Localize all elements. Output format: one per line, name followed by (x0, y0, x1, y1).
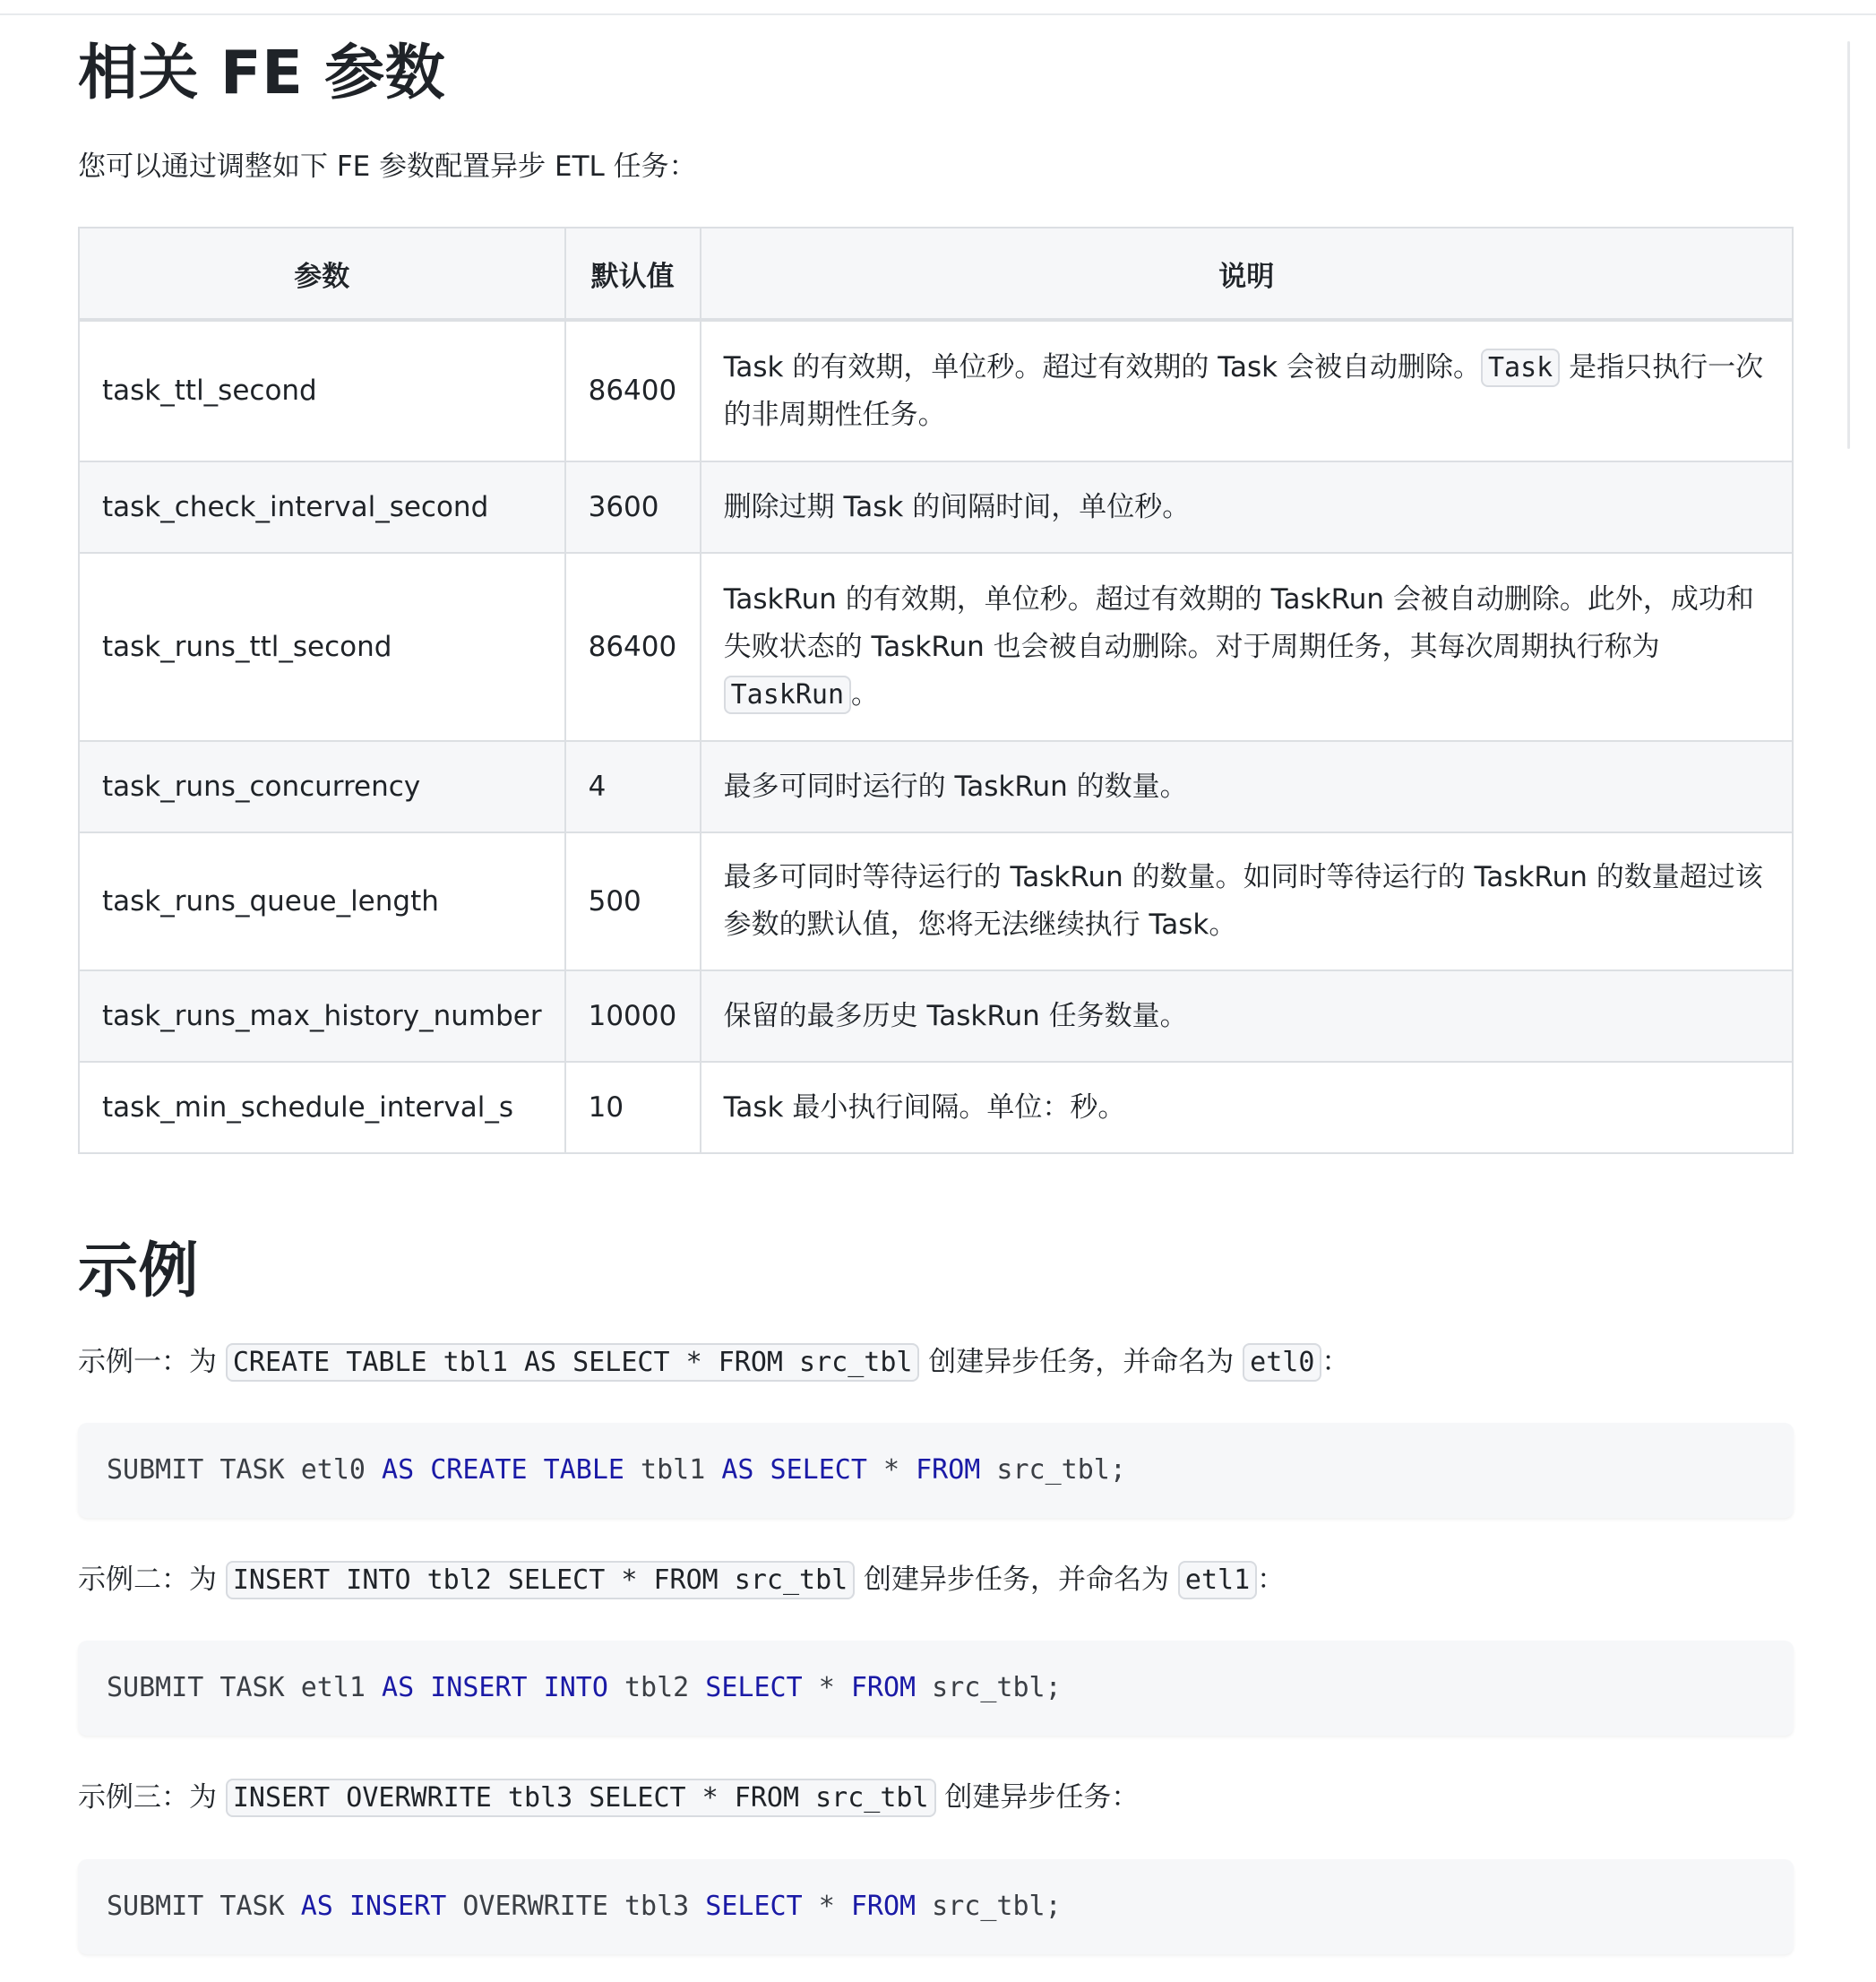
description-cell: Task 最小执行间隔。单位：秒。 (701, 1062, 1793, 1153)
header-description: 说明 (701, 228, 1793, 320)
example-description (78, 1778, 1139, 1818)
inline-code: TaskRun (724, 676, 851, 714)
default-cell: 86400 (565, 320, 701, 461)
scrollbar[interactable] (1847, 41, 1850, 449)
sql-keyword: SELECT (770, 1454, 867, 1486)
sql-keyword: TABLE (543, 1454, 624, 1486)
code-block[interactable] (78, 1859, 1794, 1954)
sql-keyword: SELECT (705, 1672, 803, 1703)
example-prefix: 示例三：为 (78, 1781, 226, 1814)
code-text: tbl1 (624, 1454, 722, 1486)
table-row (79, 741, 1793, 832)
code-text (414, 1672, 430, 1703)
example-description (78, 1342, 1349, 1383)
example-suffix: ： (1257, 1564, 1286, 1596)
fe-params-table (78, 227, 1794, 1154)
task-name-code: etl0 (1243, 1343, 1321, 1382)
code-text: OVERWRITE tbl3 (446, 1891, 706, 1922)
description-text: 是指只执行一次的非周期性任务。 (723, 350, 1764, 431)
table-row (79, 832, 1793, 970)
description-cell (701, 320, 1793, 461)
description-text: Task 的有效期，单位秒。超过有效期的 Task 会被自动删除。 (723, 350, 1481, 383)
inline-sql: INSERT INTO tbl2 SELECT * FROM src_tbl (226, 1561, 855, 1599)
param-cell: task_runs_concurrency (79, 741, 565, 832)
inline-sql: CREATE TABLE tbl1 AS SELECT * FROM src_tbl (226, 1343, 920, 1382)
table-row (79, 970, 1793, 1062)
code-text: SUBMIT TASK etl0 (107, 1454, 383, 1486)
sql-keyword: FROM (850, 1672, 916, 1703)
description-text: 。 (851, 677, 880, 711)
code-text: src_tbl; (916, 1672, 1062, 1703)
example-suffix: ： (1321, 1346, 1350, 1378)
top-divider (0, 0, 1876, 15)
header-default: 默认值 (565, 228, 701, 320)
code-text (333, 1891, 349, 1922)
header-param: 参数 (79, 228, 565, 320)
default-cell: 10 (565, 1062, 701, 1153)
code-block[interactable] (78, 1641, 1794, 1736)
example-description (78, 1560, 1285, 1600)
table-row (79, 1062, 1793, 1153)
example-suffix: 创建异步任务： (935, 1781, 1140, 1814)
sql-keyword: CREATE (430, 1454, 528, 1486)
sql-keyword: AS (721, 1454, 754, 1486)
param-cell: task_runs_ttl_second (79, 553, 565, 741)
description-cell: 最多可同时等待运行的 TaskRun 的数量。如同时等待运行的 TaskRun 的数量超过该参数的默认值，您将无法继续执行 Task。 (701, 832, 1793, 970)
code-text: SUBMIT TASK etl1 (107, 1672, 383, 1703)
code-text (414, 1454, 430, 1486)
table-row (79, 553, 1793, 741)
code-text: * (802, 1672, 851, 1703)
param-cell: task_runs_queue_length (79, 832, 565, 970)
sql-keyword: AS (382, 1454, 415, 1486)
sql-keyword: AS (300, 1891, 333, 1922)
param-cell: task_check_interval_second (79, 461, 565, 553)
param-cell: task_min_schedule_interval_s (79, 1062, 565, 1153)
table-row (79, 461, 1793, 553)
inline-sql: INSERT OVERWRITE tbl3 SELECT * FROM src_tbl (226, 1779, 936, 1817)
section-title-examples: 示例 (78, 1236, 199, 1306)
code-text (528, 1672, 544, 1703)
table-header-row (79, 228, 1793, 320)
code-text: * (802, 1891, 851, 1922)
intro-paragraph: 您可以通过调整如下 FE 参数配置异步 ETL 任务： (78, 151, 697, 183)
example-prefix: 示例二：为 (78, 1564, 226, 1596)
code-text: src_tbl; (916, 1891, 1062, 1922)
code-text (753, 1454, 770, 1486)
description-text: TaskRun 的有效期，单位秒。超过有效期的 TaskRun 会被自动删除。此外，成功和失败状态的 TaskRun 也会被自动删除。对于周期任务，其每次周期执行称为 (723, 582, 1754, 663)
code-line (107, 1885, 1062, 1928)
inline-code: Task (1481, 349, 1560, 387)
code-line (107, 1667, 1062, 1710)
example-prefix: 示例一：为 (78, 1346, 226, 1378)
description-cell: 删除过期 Task 的间隔时间，单位秒。 (701, 461, 1793, 553)
default-cell: 500 (565, 832, 701, 970)
example-middle: 创建异步任务，并命名为 (919, 1346, 1243, 1378)
sql-keyword: SELECT (705, 1891, 803, 1922)
default-cell: 86400 (565, 553, 701, 741)
code-line (107, 1449, 1126, 1492)
description-cell: 保留的最多历史 TaskRun 任务数量。 (701, 970, 1793, 1062)
code-text: * (866, 1454, 916, 1486)
default-cell: 10000 (565, 970, 701, 1062)
param-cell: task_ttl_second (79, 320, 565, 461)
code-block[interactable] (78, 1423, 1794, 1518)
code-text: src_tbl; (980, 1454, 1126, 1486)
sql-keyword: INTO (543, 1672, 608, 1703)
sql-keyword: AS (382, 1672, 415, 1703)
default-cell: 4 (565, 741, 701, 832)
code-text: SUBMIT TASK (107, 1891, 301, 1922)
sql-keyword: INSERT (349, 1891, 447, 1922)
sql-keyword: INSERT (430, 1672, 528, 1703)
sql-keyword: FROM (850, 1891, 916, 1922)
code-text (528, 1454, 544, 1486)
default-cell: 3600 (565, 461, 701, 553)
sql-keyword: FROM (916, 1454, 981, 1486)
description-cell: 最多可同时运行的 TaskRun 的数量。 (701, 741, 1793, 832)
param-cell: task_runs_max_history_number (79, 970, 565, 1062)
code-text: tbl2 (607, 1672, 706, 1703)
section-title-fe-params: 相关 FE 参数 (78, 38, 446, 108)
table-row (79, 320, 1793, 461)
task-name-code: etl1 (1178, 1561, 1257, 1599)
description-cell (701, 553, 1793, 741)
example-middle: 创建异步任务，并命名为 (855, 1564, 1178, 1596)
